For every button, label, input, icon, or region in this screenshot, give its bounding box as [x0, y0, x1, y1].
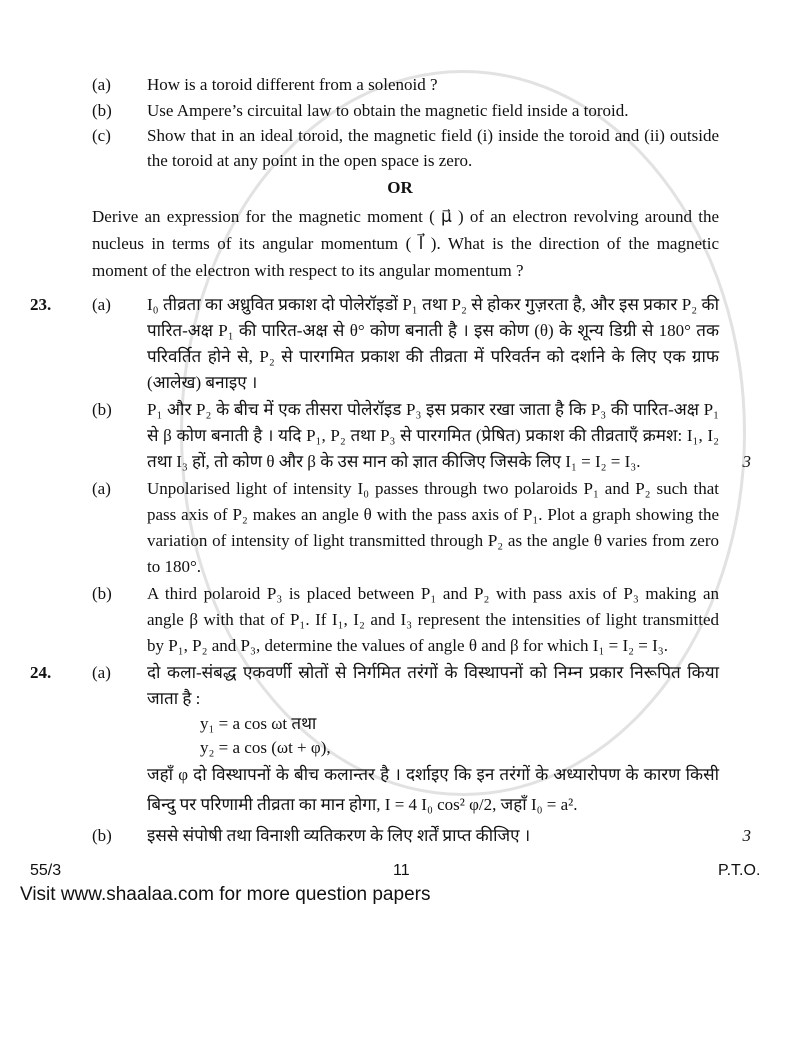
q23-b — [30, 581, 770, 659]
q24-equation-1: y₁ = a cos ωt तथा — [200, 714, 317, 733]
q24-a-continued: जहाँ φ दो विस्थापनों के बीच कलान्तर है । दर्शाइए कि इन तरंगों के अध्यारोपण के कारण किसी बिन्दु पर परिणामी तीव्रता का मान होगा, I = 4 I₀ cos² φ/2, जहाँ I₀ = a². — [147, 765, 719, 814]
q23-marks: 3 — [742, 452, 751, 471]
q24-b-text: इससे संपोषी तथा विनाशी व्यतिकरण के लिए शर्तें प्राप्त कीजिए । — [147, 826, 531, 845]
q23-b-text: A third polaroid P₃ is placed between P₁ and P₂ with pass axis of P₃ making an angle β with that of P₁. If I₁, I₂ and I₃ represent the intensities of light transmitted by P₁, P₂ and P₃, determine the values of angle θ and β for which I₁ = I₂ = I₃. — [147, 584, 719, 655]
page-number: 11 — [393, 861, 410, 879]
q23-a — [30, 476, 770, 580]
q22-b-label: (b) — [92, 100, 112, 120]
q24-a — [30, 660, 770, 820]
q24-equation-2: y₂ = a cos (ωt + φ), — [200, 738, 331, 757]
q24-b-label: (b) — [92, 826, 112, 845]
q23-hindi-b-label: (b) — [92, 400, 112, 419]
paper-code: 55/3 — [30, 861, 62, 879]
q23-hindi-a-label: (a) — [92, 295, 111, 314]
or-separator: OR — [387, 178, 413, 197]
q23-a-text: Unpolarised light of intensity I₀ passes through two polaroids P₁ and P₂ such that pass axis of P₂ makes an angle θ with the pass axis of P₁. Plot a graph showing the variation of intensity of light transmitted through P₂ as the angle θ varies from zero to 180°. — [147, 479, 719, 576]
q23-hindi-b-text: P₁ और P₂ के बीच में एक तीसरा पोलेरॉइड P₃ इस प्रकार रखा जाता है कि P₃ की पारित-अक्ष P₁ से β कोण बनाती है । यदि P₁, P₂ तथा P₃ से पारगमित (प्रेषित) प्रकाश की तीव्रताएँ क्रमश: I₁, I₂ तथा I₃ हों, तो कोण θ और β के उस मान को ज्ञात कीजिए जिसके लिए I₁ = I₂ = I₃. — [147, 400, 719, 471]
q22-alternative: Derive an expression for the magnetic moment ( μ⃗ ) of an electron revolving around the nucleus in terms of its angular momentum ( l⃗ ). What is the direction of the magnetic moment of the electron with respect to its angular momentum ? — [92, 207, 719, 280]
q22-c — [30, 124, 770, 173]
q24-a-text: दो कला-संबद्ध एकवर्णी स्रोतों से निर्गमित तरंगों के विस्थापनों को निम्न प्रकार निरूपित किया जाता है : — [147, 663, 719, 708]
footer — [30, 861, 770, 883]
q23-hindi-a — [30, 292, 770, 396]
q23-number: 23. — [30, 295, 52, 314]
q23-hindi-a-text: I₀ तीव्रता का अध्रुवित प्रकाश दो पोलेरॉइडों P₁ तथा P₂ से होकर गुज़रता है, और इस प्रकार P₂ की पारित-अक्ष P₁ की पारित-अक्ष से θ° कोण बनाती है । इस कोण (θ) के शून्य डिग्री से 180° तक परिवर्तित होने से, P₂ से पारगमित प्रकाश की तीव्रता में परिवर्तन को दर्शाने के लिए एक ग्राफ (आलेख) बनाइए । — [147, 295, 719, 392]
q22-c-label: (c) — [92, 126, 111, 145]
q23-a-label: (a) — [92, 479, 111, 498]
pto-label: P.T.O. — [718, 861, 761, 879]
q22-b-text: Use Ampere’s circuital law to obtain the magnetic field inside a toroid. — [147, 100, 629, 120]
q22-c-text: Show that in an ideal toroid, the magnetic field (i) inside the toroid and (ii) outside the toroid at any point in the open space is zero. — [147, 126, 719, 170]
q22-b — [30, 99, 770, 124]
q24-b — [30, 824, 770, 849]
q23-b-label: (b) — [92, 584, 112, 603]
q24-a-label: (a) — [92, 663, 111, 682]
q22-a — [30, 73, 770, 98]
q24-marks: 3 — [742, 826, 751, 845]
q23-hindi-b — [30, 397, 770, 475]
q22-a-text: How is a toroid different from a solenoid ? — [147, 75, 438, 94]
q24-number: 24. — [30, 663, 52, 682]
visit-link[interactable]: Visit www.shaalaa.com for more question papers — [20, 883, 431, 905]
q22-a-label: (a) — [92, 75, 111, 94]
q24-a-body — [147, 660, 719, 820]
